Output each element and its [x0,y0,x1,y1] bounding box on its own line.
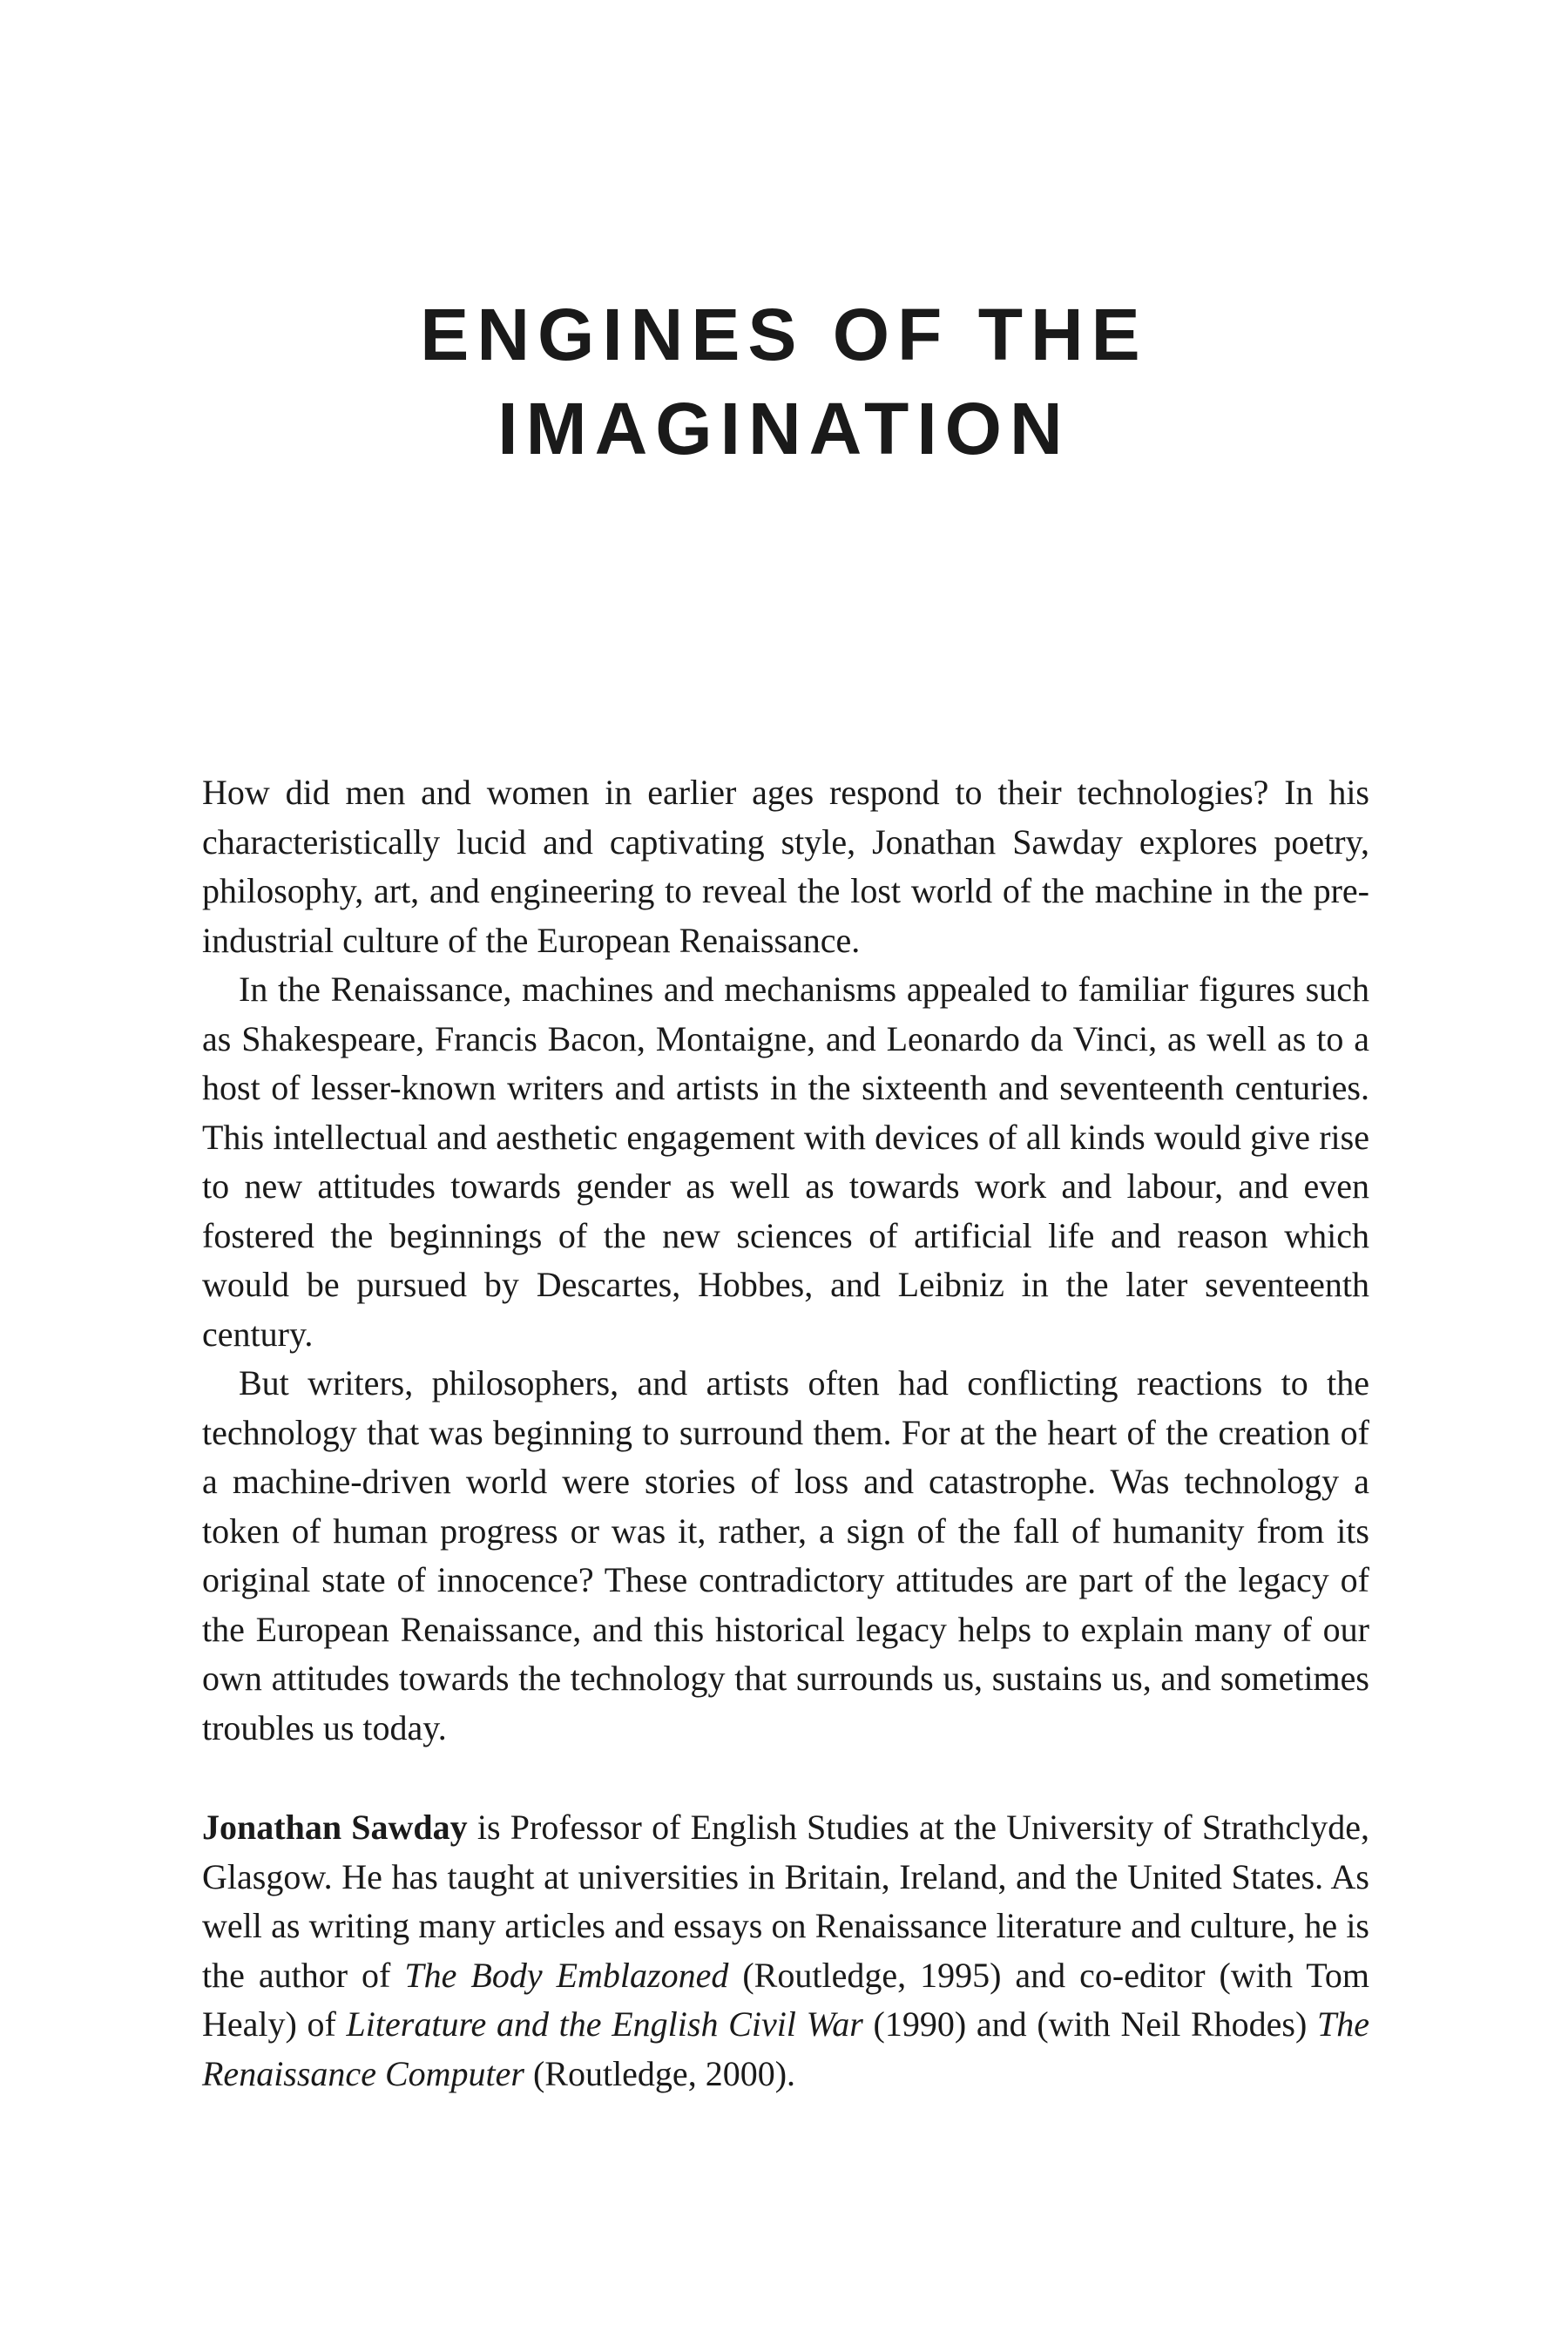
bio-work-title-2: Literature and the English Civil War [346,2004,863,2044]
book-title-line-2: IMAGINATION [497,388,1071,470]
bio-text-3: (1990) and (with Neil Rhodes) [862,2004,1318,2044]
bio-text-1: is Professor of English Studies at the University of Strathclyde, Glasgow. He has taught at universities in Britain, Ireland, and the United States. As well as writing many articles and essays on Renaissance literature and culture, he is the author of [202,1808,1370,1995]
bio-work-title-1: The Body Emblazoned [404,1955,729,1995]
book-title [0,287,1568,476]
book-description [202,768,1369,1753]
bio-text-4: (Routledge, 2000). [524,2053,796,2093]
bio-text-2: (Routledge, 1995) and co-editor (with Tom Healy) of [202,1955,1370,2044]
author-bio [202,1803,1369,2099]
description-paragraph-2: In the Renaissance, machines and mechanisms appealed to familiar figures such as Shakespeare, Francis Bacon, Montaigne, and Leonardo da Vinci, as well as to a host of lesser-known writers and artists in the sixteenth and seventeenth centuries. This intellectual and aesthetic engagement with devices of all kinds would give rise to new attitudes towards gender as well as towards work and labour, and even fostered the beginnings of the new sciences of artificial life and reason which would be pursued by Descartes, Hobbes, and Leibniz in the later seventeenth century. [202,970,1369,1354]
description-paragraph-3: But writers, philosophers, and artists often had conflicting reactions to the technology that was beginning to surround them. For at the heart of the creation of a machine-driven world were stories of loss and catastrophe. Was technology a token of human progress or was it, rather, a sign of the fall of humanity from its original state of innocence? These contradictory attitudes are part of the legacy of the European Renaissance, and this historical legacy helps to explain many of our own attitudes towards the technology that surrounds us, sustains us, and sometimes troubles us today. [202,1363,1369,1747]
description-paragraph-1: How did men and women in earlier ages respond to their technologies? In his characteristically lucid and captivating style, Jonathan Sawday explores poetry, philosophy, art, and engineering to reveal the lost world of the machine in the pre-industrial culture of the European Renaissance. [202,773,1369,960]
book-title-line-1: ENGINES OF THE [420,294,1148,375]
bio-work-title-3: The Renaissance Computer [202,2004,1370,2093]
author-name: Jonathan Sawday [202,1808,468,1847]
